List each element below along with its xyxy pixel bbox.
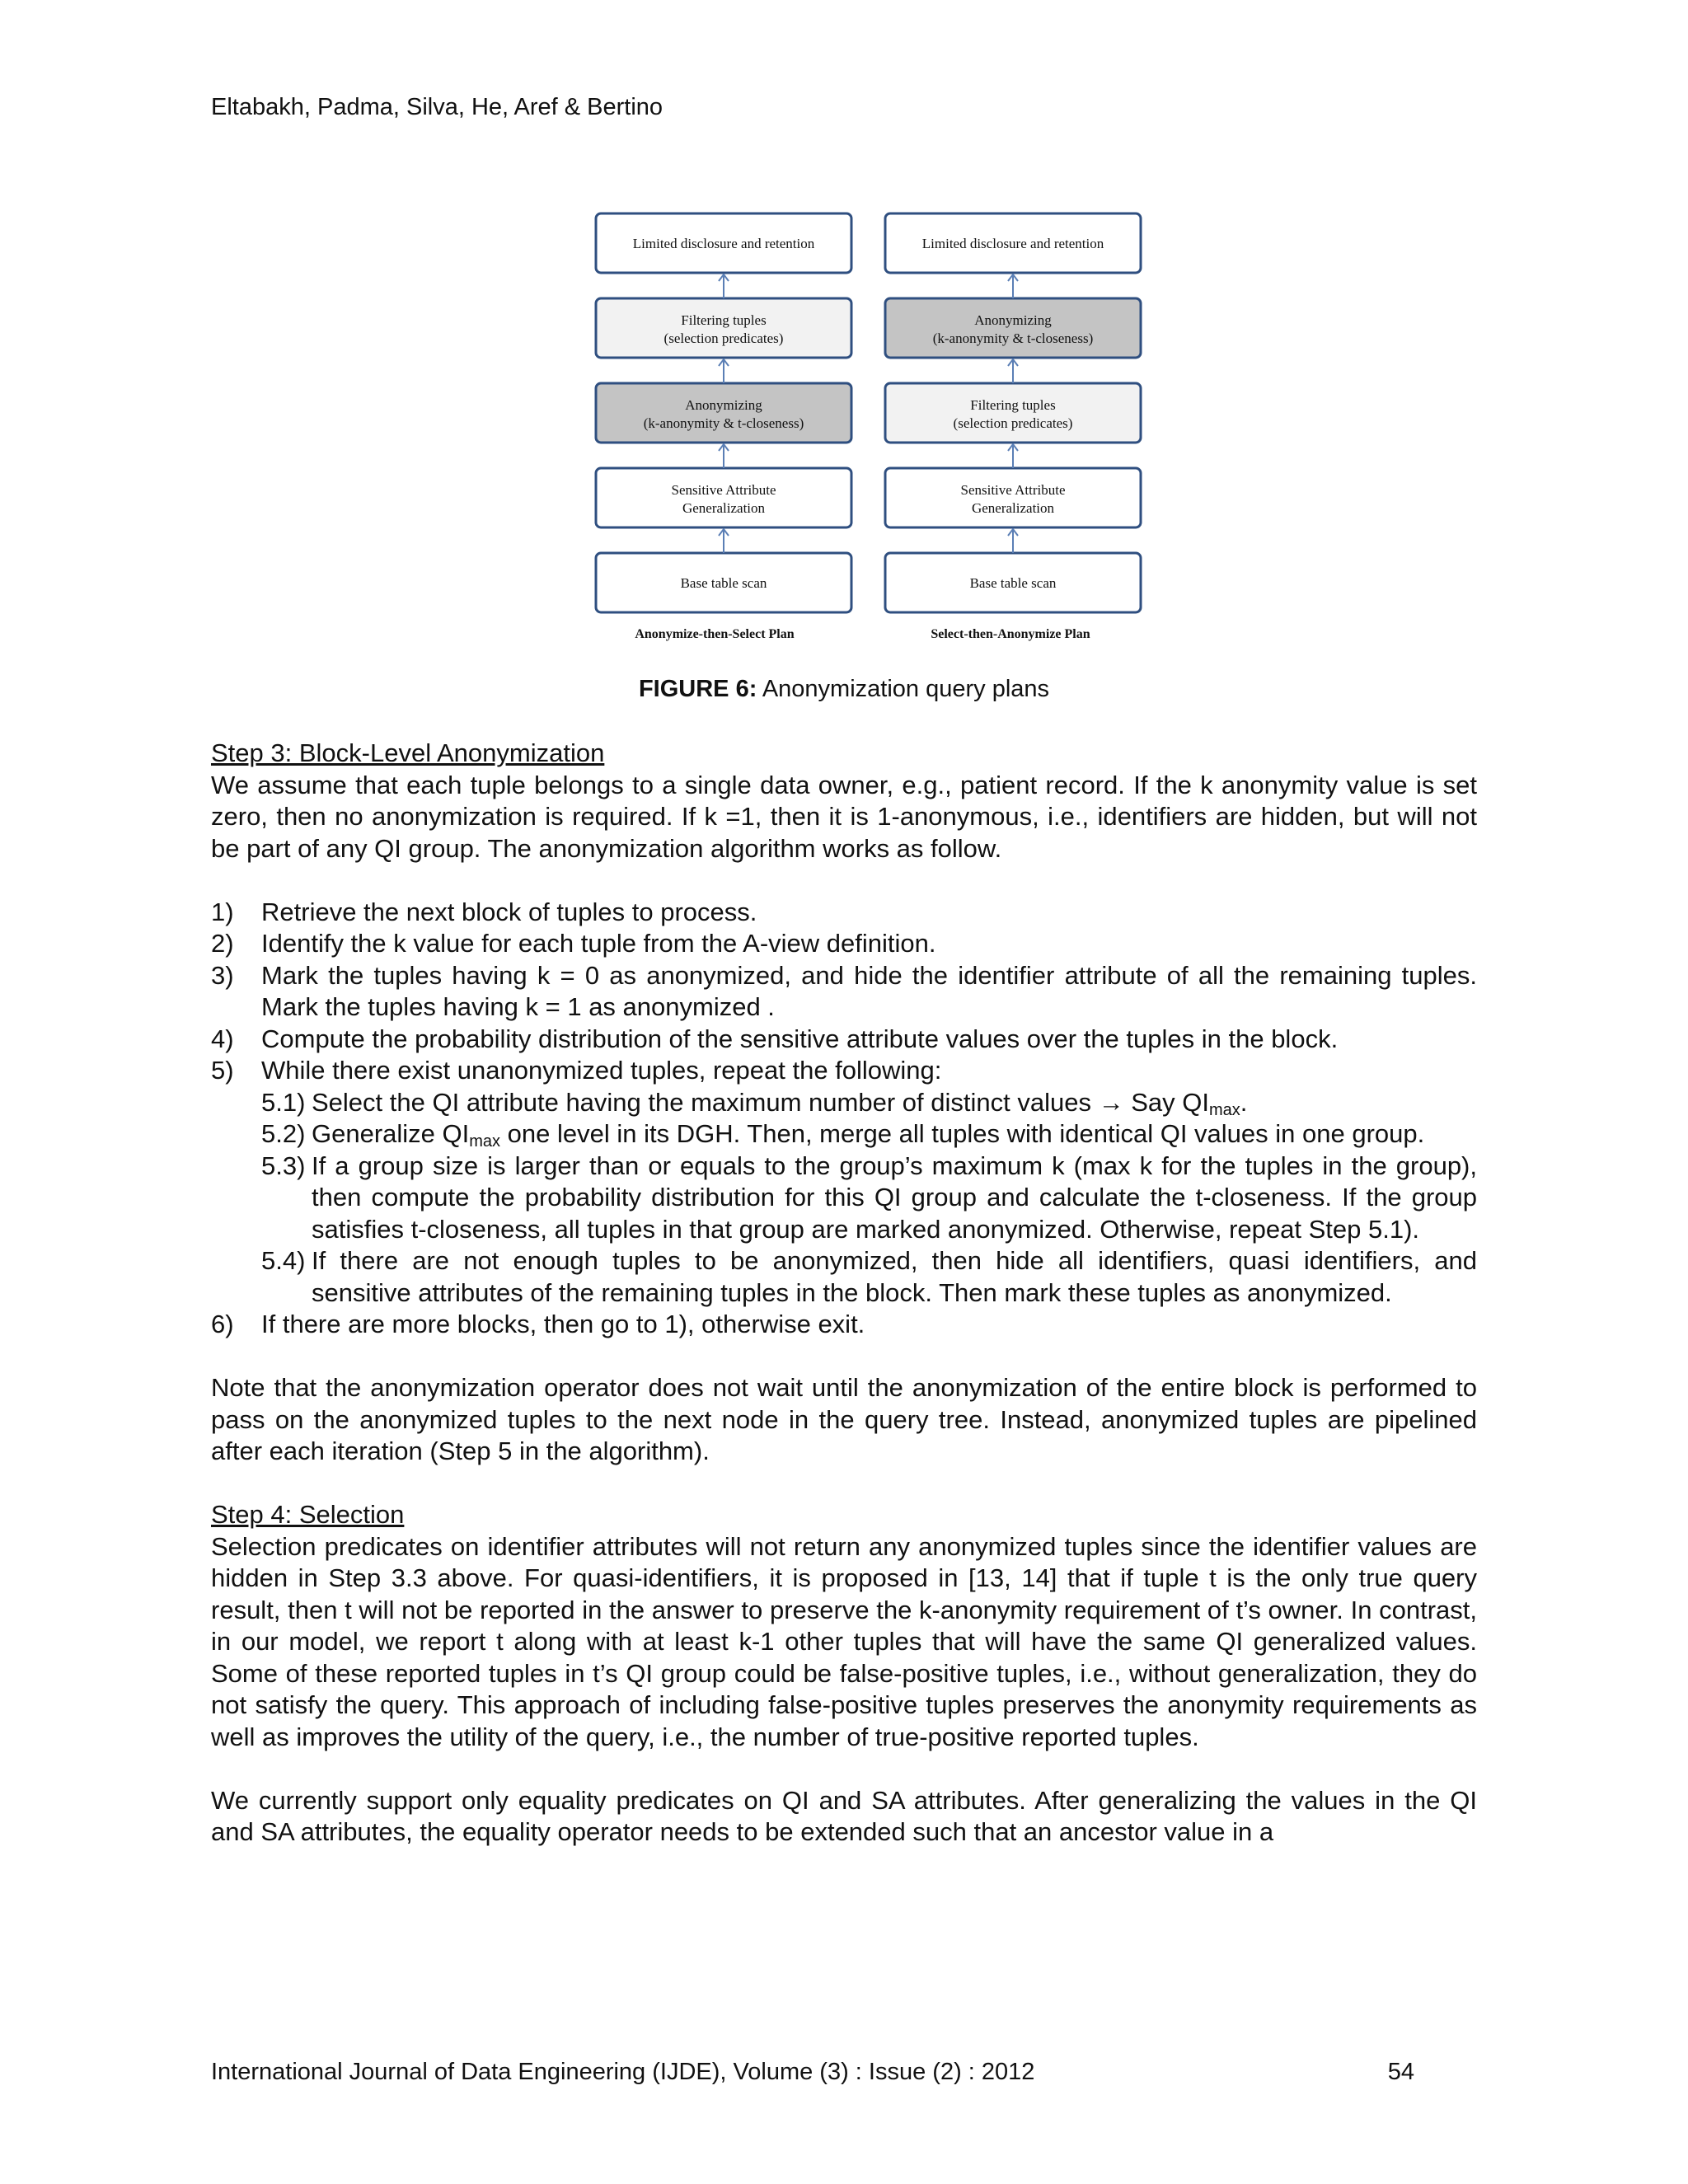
list-item: 3) Mark the tuples having k = 0 as anonymized, and hide the identifier attribute of all the remaining tuples. Mark the tuples having k = 1 as anonymized . bbox=[211, 960, 1477, 1021]
body-text bbox=[211, 738, 1477, 1849]
right-box-anonymizing bbox=[885, 298, 1141, 358]
right-box-sensitive-attribute bbox=[885, 468, 1141, 527]
list-item: 2) Identify the k value for each tuple from the A-view definition. bbox=[211, 929, 936, 958]
list-item: 1) Retrieve the next block of tuples to process. bbox=[211, 897, 757, 926]
figure-6-diagram bbox=[577, 202, 1170, 647]
list-item: 5) While there exist unanonymized tuples, repeat the following: bbox=[211, 1056, 942, 1085]
left-arrow-4 bbox=[719, 529, 729, 553]
figure-caption-text: Anonymization query plans bbox=[762, 676, 1050, 702]
right-arrow-4 bbox=[1008, 529, 1018, 553]
arrow-icon: → bbox=[1098, 1087, 1124, 1117]
svg-text:Limited disclosure and retenti: Limited disclosure and retention bbox=[921, 236, 1104, 251]
svg-text:Sensitive Attribute: Sensitive Attribute bbox=[671, 482, 776, 498]
figure-caption-label: FIGURE 6: bbox=[638, 676, 757, 702]
svg-text:Base table scan: Base table scan bbox=[680, 575, 767, 591]
step4-paragraph-2: We currently support only equality predicates on QI and SA attributes. After generalizing the values in the QI and SA attributes, the equality operator needs to be extended such that an ancestor value in a bbox=[211, 1785, 1477, 1846]
note-paragraph: Note that the anonymization operator does not wait until the anonymization of the entire block is performed to pass on the anonymized tuples to the next node in the query tree. Instead, anonymized tuples are pipelined after each iteration (Step 5 in the algorithm). bbox=[211, 1373, 1477, 1465]
sub-item-5-1: 5.1) Select the QI attribute having the maximum number of distinct values → Say $QI_{max}$. bbox=[261, 1087, 1248, 1119]
figure-caption bbox=[211, 676, 1477, 703]
svg-text:Limited disclosure and retenti: Limited disclosure and retention bbox=[632, 236, 815, 251]
svg-text:Generalization: Generalization bbox=[682, 500, 766, 516]
left-box-anonymizing bbox=[596, 383, 851, 443]
step3-intro: We assume that each tuple belongs to a single data owner, e.g., patient record. If the k anonymity value is set zero, then no anonymization is required. If k =1, then it is 1-anonymous, i.e., identifiers are hidden, but will not be part of any QI group. The anonymization algorithm works as follow. bbox=[211, 770, 1477, 863]
svg-text:(k-anonymity & t-closeness): (k-anonymity & t-closeness) bbox=[932, 330, 1094, 346]
left-arrow-2 bbox=[719, 359, 729, 383]
page-footer bbox=[211, 2059, 1414, 2086]
step4-paragraph-1: Selection predicates on identifier attributes will not return any anonymized tuples since the identifier values are hidden in Step 3.3 above. For quasi-identifiers, it is proposed in [13, 14] that if tuple t is the only true query result, then t will not be reported in the answer to preserve the k-anonymity requirement of t’s owner. In contrast, in our model, we report t along with at least k-1 other tuples that will have the same QI generalized values. Some of these reported tuples in t’s QI group could be false-positive tuples, i.e., without generalization, they do not satisfy the query. This approach of including false-positive tuples preserves the anonymity requirements as well as improves the utility of the query, i.e., the number of true-positive reported tuples. bbox=[211, 1531, 1477, 1751]
right-arrow-2 bbox=[1008, 359, 1018, 383]
svg-text:(selection predicates): (selection predicates) bbox=[953, 415, 1073, 431]
svg-text:Filtering tuples: Filtering tuples bbox=[970, 397, 1056, 413]
sub-item-5-4: 5.4) If there are not enough tuples to be anonymized, then hide all identifiers, quasi identifiers, and sensitive attributes of the remaining tuples in the block. Then mark these tuples as anonymized. bbox=[261, 1246, 1477, 1307]
journal-citation: International Journal of Data Engineering (IJDE), Volume (3) : Issue (2) : 2012 bbox=[211, 2059, 1035, 2085]
right-box-limited-disclosure bbox=[885, 213, 1141, 273]
right-arrow-3 bbox=[1008, 444, 1018, 468]
running-header: Eltabakh, Padma, Silva, He, Aref & Bertino bbox=[211, 94, 663, 120]
right-plan-label: Select-then-Anonymize Plan bbox=[931, 627, 1090, 641]
step4-heading: Step 4: Selection bbox=[211, 1500, 405, 1529]
left-arrow-3 bbox=[719, 444, 729, 468]
left-box-filtering-tuples bbox=[596, 298, 851, 358]
svg-text:(k-anonymity & t-closeness): (k-anonymity & t-closeness) bbox=[643, 415, 804, 431]
svg-text:Anonymizing: Anonymizing bbox=[685, 397, 762, 413]
sub-item-5-3: 5.3) If a group size is larger than or equals to the group’s maximum k (max k for the tuples in the group), then compute the probability distribution for this QI group and calculate the t-closeness. If the group satisfies t-closeness, all tuples in that group are marked anonymized. Otherwise, repeat Step 5.1). bbox=[261, 1151, 1477, 1244]
right-arrow-1 bbox=[1008, 274, 1018, 298]
left-box-limited-disclosure bbox=[596, 213, 851, 273]
page-number: 54 bbox=[1387, 2059, 1414, 2085]
right-box-filtering-tuples bbox=[885, 383, 1141, 443]
left-box-base-table-scan bbox=[596, 553, 851, 612]
svg-text:Anonymizing: Anonymizing bbox=[974, 312, 1052, 328]
sub-item-5-2: 5.2) Generalize $QI_{max}$ one level in its DGH. Then, merge all tuples with identical QI values in one group. bbox=[261, 1119, 1425, 1151]
list-item: 6) If there are more blocks, then go to 1), otherwise exit. bbox=[211, 1310, 865, 1338]
list-item: 4) Compute the probability distribution of the sensitive attribute values over the tuples in the block. bbox=[211, 1024, 1339, 1053]
svg-text:Sensitive Attribute: Sensitive Attribute bbox=[960, 482, 1066, 498]
svg-text:Generalization: Generalization bbox=[971, 500, 1055, 516]
left-box-sensitive-attribute bbox=[596, 468, 851, 527]
svg-text:Base table scan: Base table scan bbox=[969, 575, 1057, 591]
left-arrow-1 bbox=[719, 274, 729, 298]
svg-text:(selection predicates): (selection predicates) bbox=[663, 330, 784, 346]
step3-heading: Step 3: Block-Level Anonymization bbox=[211, 738, 605, 767]
svg-text:Filtering tuples: Filtering tuples bbox=[681, 312, 767, 328]
right-box-base-table-scan bbox=[885, 553, 1141, 612]
left-plan-label: Anonymize-then-Select Plan bbox=[635, 627, 795, 641]
